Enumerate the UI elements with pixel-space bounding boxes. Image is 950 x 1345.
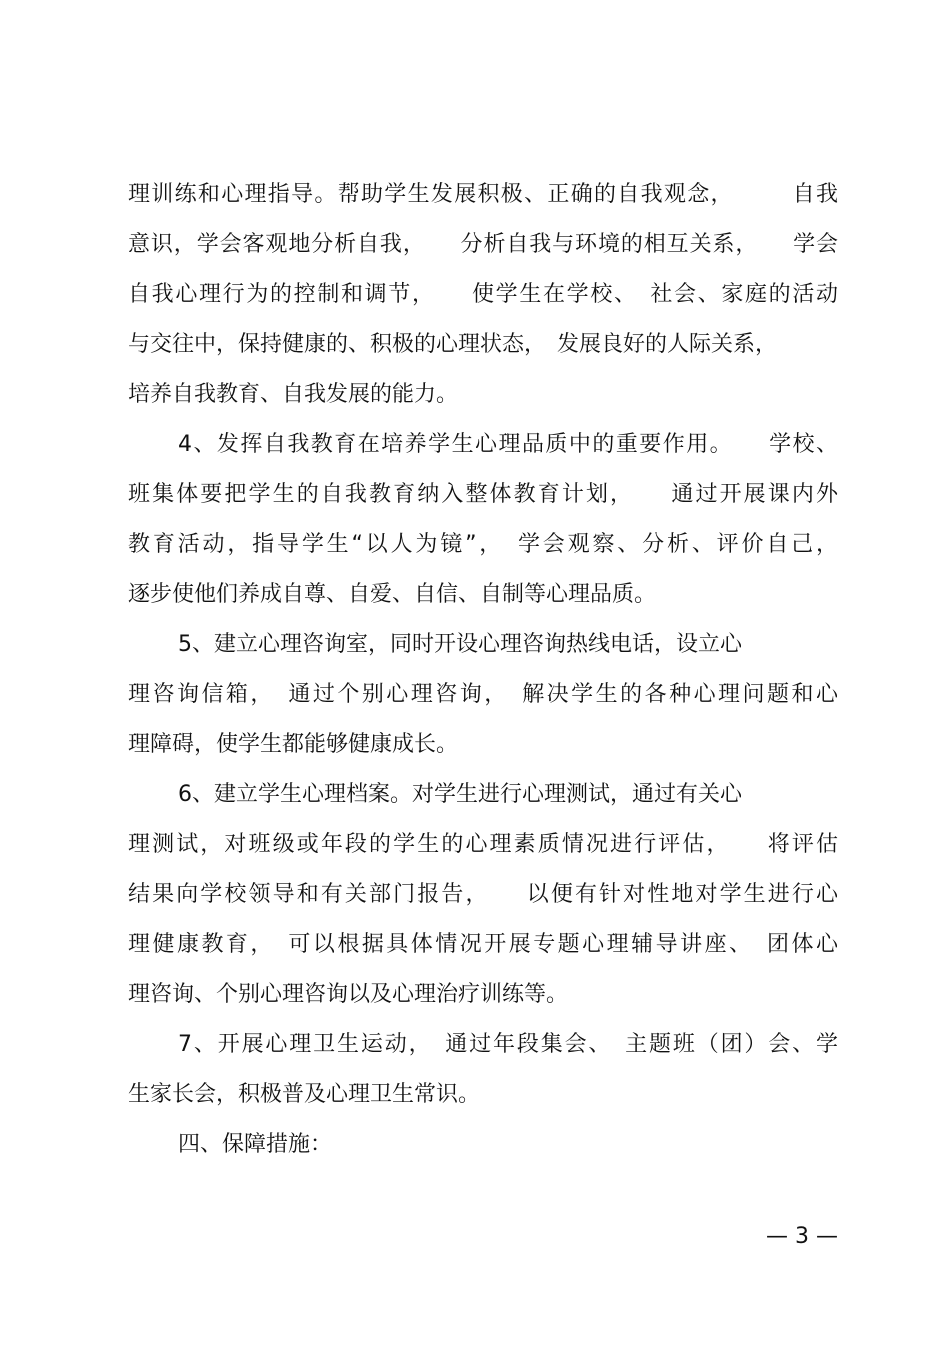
page-number: — 3 — [766,1224,838,1249]
text-line: 班集体要把学生的自我教育纳入整体教育计划， 通过开展课内外 [128,482,838,507]
paragraph-first-line: 7、开展心理卫生运动， 通过年段集会、 主题班（团）会、学 [178,1032,838,1057]
text-line: 理健康教育， 可以根据具体情况开展专题心理辅导讲座、 团体心 [128,932,838,957]
text-line: 意识，学会客观地分析自我， 分析自我与环境的相互关系， 学会 [128,232,838,257]
text-line: 理障碍，使学生都能够健康成长。 [128,732,459,757]
text-line: 生家长会，积极普及心理卫生常识。 [128,1082,481,1107]
text-line: 自我心理行为的控制和调节， 使学生在学校、 社会、家庭的活动 [128,282,838,307]
text-line: 结果向学校领导和有关部门报告， 以便有针对性地对学生进行心 [128,882,838,907]
paragraph-first-line: 6、建立学生心理档案。对学生进行心理测试，通过有关心 [178,782,742,807]
text-line: 与交往中，保持健康的、积极的心理状态， 发展良好的人际关系， [128,332,778,357]
text-line: 教育活动，指导学生“以人为镜”， 学会观察、分析、评价自己， [128,532,838,557]
text-line: 理咨询、个别心理咨询以及心理治疗训练等。 [128,982,569,1007]
paragraph-first-line: 4、发挥自我教育在培养学生心理品质中的重要作用。 学校、 [178,432,838,457]
paragraph-first-line: 5、建立心理咨询室，同时开设心理咨询热线电话，设立心 [178,632,742,657]
text-line: 理训练和心理指导。帮助学生发展积极、正确的自我观念， 自我 [128,182,838,207]
text-line: 培养自我教育、自我发展的能力。 [128,382,459,407]
text-line: 理测试，对班级或年段的学生的心理素质情况进行评估， 将评估 [128,832,838,857]
text-line: 理咨询信箱， 通过个别心理咨询， 解决学生的各种心理问题和心 [128,682,838,707]
text-line: 逐步使他们养成自尊、自爱、自信、自制等心理品质。 [128,582,657,607]
section-heading: 四、保障措施： [178,1132,333,1157]
